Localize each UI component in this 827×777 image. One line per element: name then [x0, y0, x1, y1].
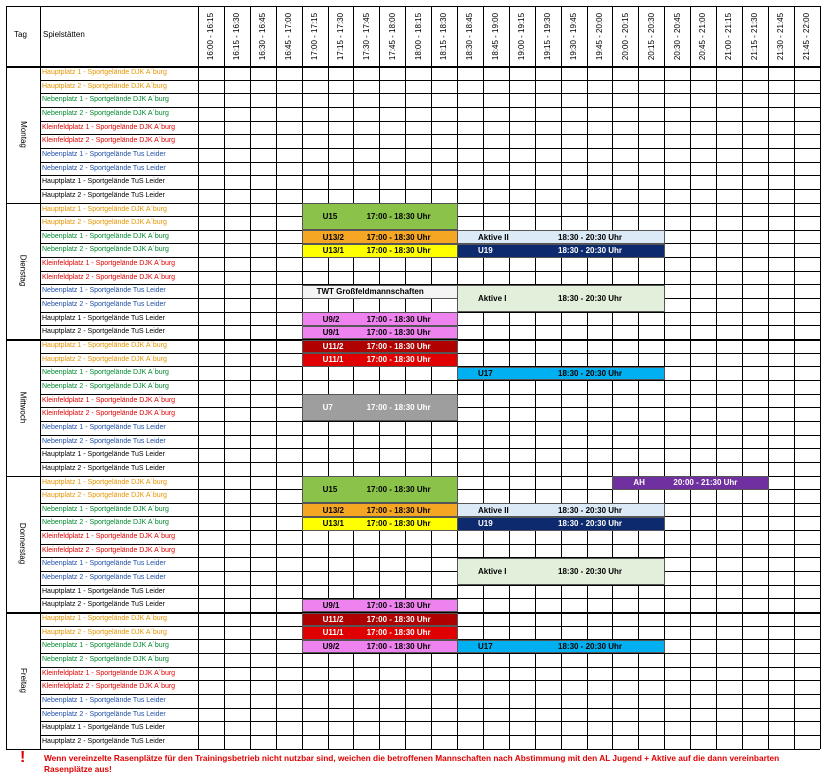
booking-block[interactable] [302, 244, 458, 258]
booking-block[interactable] [302, 517, 458, 531]
grid-line [224, 6, 225, 749]
grid-line [6, 6, 820, 7]
booking-time: 18:30 - 20:30 Uhr [558, 294, 623, 304]
venue-label: Hauptplatz 2 - Sportgelände DJK A´burg [42, 82, 167, 90]
booking-team: U11/2 [322, 614, 344, 624]
booking-block[interactable] [457, 558, 665, 585]
venue-label: Kleinfeldplatz 1 - Sportgelände DJK A´burg [42, 533, 176, 541]
booking-team: U9/2 [322, 314, 340, 324]
booking-team: U9/2 [322, 642, 340, 652]
venue-label: Nebenplatz 1 - Sportgelände Tus Leider [42, 696, 166, 704]
grid-line [40, 271, 820, 272]
grid-line [40, 162, 820, 163]
grid-line [40, 694, 820, 695]
day-cell-donnerstag [6, 476, 40, 613]
booking-time: 17:00 - 18:30 Uhr [366, 614, 431, 624]
venue-label: Nebenplatz 2 - Sportgelände DJK A´burg [42, 246, 169, 254]
day-label: Mittwoch [18, 391, 28, 424]
booking-time: 17:00 - 18:30 Uhr [366, 505, 431, 515]
booking-time: 17:00 - 18:30 Uhr [366, 601, 431, 611]
booking-block[interactable] [457, 517, 665, 531]
venue-label: Nebenplatz 1 - Sportgelände Tus Leider [42, 150, 166, 158]
grid-line [820, 6, 821, 749]
grid-line [742, 6, 743, 749]
venue-label: Kleinfeldplatz 2 - Sportgelände DJK A´burg [42, 273, 176, 281]
venue-label: Nebenplatz 2 - Sportgelände DJK A´burg [42, 109, 169, 117]
venue-label: Hauptplatz 1 - Sportgelände TuS Leider [42, 314, 165, 322]
booking-block[interactable] [302, 326, 458, 340]
booking-block[interactable] [302, 599, 458, 613]
venue-label: Nebenplatz 1 - Sportgelände DJK A´burg [42, 96, 169, 104]
venue-label: Nebenplatz 1 - Sportgelände Tus Leider [42, 423, 166, 431]
grid-line [40, 189, 820, 190]
time-slot-label: 16:45 - 17:00 [284, 12, 294, 60]
time-slot-header [535, 6, 561, 66]
booking-block[interactable] [457, 640, 665, 654]
venue-label: Hauptplatz 2 - Sportgelände TuS Leider [42, 328, 165, 336]
day-cell-mittwoch [6, 339, 40, 476]
venue-label: Kleinfeldplatz 1 - Sportgelände DJK A´burg [42, 260, 176, 268]
time-slot-label: 18:00 - 18:15 [413, 12, 423, 60]
booking-block[interactable] [302, 394, 458, 421]
time-slot-label: 21:15 - 21:30 [750, 12, 760, 60]
day-label: Dienstag [18, 254, 28, 287]
time-slot-label: 20:15 - 20:30 [646, 12, 656, 60]
venue-label: Nebenplatz 2 - Sportgelände Tus Leider [42, 301, 166, 309]
booking-time: 17:00 - 18:30 Uhr [366, 628, 431, 638]
booking-block[interactable] [457, 285, 665, 312]
day-label: Freitag [18, 667, 28, 693]
booking-team: U15 [322, 212, 338, 222]
booking-team: U9/1 [322, 601, 340, 611]
time-slot-label: 21:30 - 21:45 [776, 12, 786, 60]
booking-block[interactable] [302, 203, 458, 230]
venue-label: Hauptplatz 1 - Sportgelände DJK A´burg [42, 615, 167, 622]
booking-team: U19 [478, 519, 493, 529]
grid-line [40, 544, 820, 545]
venue-label: Hauptplatz 1 - Sportgelände DJK A´burg [42, 69, 167, 76]
day-cell-freitag [6, 612, 40, 749]
grid-line [40, 80, 820, 81]
booking-block[interactable] [302, 285, 458, 299]
time-slot-label: 17:15 - 17:30 [335, 12, 345, 60]
venue-label: Hauptplatz 2 - Sportgelände TuS Leider [42, 737, 165, 745]
venue-label: Hauptplatz 2 - Sportgelände DJK A´burg [42, 219, 167, 227]
time-slot-label: 16:30 - 16:45 [258, 12, 268, 60]
time-slot-label: 19:30 - 19:45 [569, 12, 579, 60]
grid-line [40, 448, 820, 449]
time-slot-label: 17:30 - 17:45 [361, 12, 371, 60]
venue-label: Hauptplatz 1 - Sportgelände DJK A´burg [42, 478, 167, 486]
venue-label: Nebenplatz 2 - Sportgelände Tus Leider [42, 437, 166, 445]
booking-team: U17 [478, 642, 493, 652]
booking-team: U11/1 [322, 355, 344, 365]
grid-line [40, 667, 820, 668]
booking-time: 18:30 - 20:30 Uhr [558, 246, 623, 256]
day-label: Donnerstag [18, 523, 28, 565]
booking-team: Aktive I [478, 567, 507, 577]
day-cell-montag [6, 66, 40, 203]
time-slot-header [302, 6, 328, 66]
booking-time: 18:30 - 20:30 Uhr [558, 519, 623, 529]
grid-line [40, 557, 820, 558]
grid-line [40, 435, 820, 436]
time-slot-header [328, 6, 354, 66]
booking-team: U11/2 [322, 341, 344, 351]
booking-block[interactable] [302, 312, 458, 326]
booking-team: Aktive I [478, 294, 507, 304]
time-slot-label: 20:30 - 20:45 [672, 12, 682, 60]
booking-block[interactable] [457, 230, 665, 244]
booking-time: 17:00 - 18:30 Uhr [366, 212, 431, 222]
booking-team: Aktive II [478, 232, 509, 242]
booking-team: U13/1 [322, 246, 344, 256]
booking-team: U13/1 [322, 519, 344, 529]
booking-time: 17:00 - 18:30 Uhr [366, 246, 431, 256]
booking-time: 18:30 - 20:30 Uhr [558, 369, 623, 379]
time-slot-header [742, 6, 768, 66]
booking-block[interactable] [612, 476, 768, 490]
venue-label: Kleinfeldplatz 2 - Sportgelände DJK A´burg [42, 683, 176, 691]
day-label: Montag [18, 120, 28, 148]
venue-label: Nebenplatz 1 - Sportgelände DJK A´burg [42, 232, 169, 240]
grid-line [40, 121, 820, 122]
venue-label: Kleinfeldplatz 2 - Sportgelände DJK A´burg [42, 137, 176, 145]
time-slot-header [587, 6, 613, 66]
time-slot-label: 18:45 - 19:00 [491, 12, 501, 60]
venue-label: Hauptplatz 2 - Sportgelände DJK A´burg [42, 492, 167, 500]
booking-block[interactable] [457, 244, 665, 258]
time-slot-header [794, 6, 820, 66]
grid-line [40, 721, 820, 722]
booking-team: U11/1 [322, 628, 344, 638]
time-slot-label: 16:00 - 16:15 [206, 12, 216, 60]
time-slot-header [716, 6, 742, 66]
venue-label: Nebenplatz 2 - Sportgelände Tus Leider [42, 574, 166, 582]
time-slot-label: 19:00 - 19:15 [517, 12, 527, 60]
venue-label: Hauptplatz 1 - Sportgelände TuS Leider [42, 587, 165, 595]
time-slot-label: 20:00 - 20:15 [620, 12, 630, 60]
time-slot-label: 21:45 - 22:00 [802, 12, 812, 60]
grid-line [40, 134, 820, 135]
grid-line [768, 6, 769, 749]
header-spielstaetten: Spielstätten [43, 30, 85, 39]
booking-team: U13/2 [322, 505, 344, 515]
venue-label: Nebenplatz 2 - Sportgelände Tus Leider [42, 164, 166, 172]
time-slot-header [664, 6, 690, 66]
exclamation-icon: ! [20, 749, 26, 766]
time-slot-header [690, 6, 716, 66]
booking-block[interactable] [302, 613, 458, 627]
grid-line [40, 6, 41, 749]
booking-block[interactable] [302, 626, 458, 640]
booking-block[interactable] [302, 503, 458, 517]
header-tag: Tag [14, 30, 27, 39]
grid-line [40, 107, 820, 108]
venue-label: Nebenplatz 2 - Sportgelände Tus Leider [42, 710, 166, 718]
grid-line [40, 462, 820, 463]
booking-block[interactable] [457, 503, 665, 517]
grid-line [40, 708, 820, 709]
venue-label: Nebenplatz 2 - Sportgelände DJK A´burg [42, 655, 169, 663]
time-slot-header [431, 6, 457, 66]
time-slot-header [638, 6, 664, 66]
venue-label: Nebenplatz 1 - Sportgelände DJK A´burg [42, 505, 169, 513]
booking-team: Aktive II [478, 505, 509, 515]
venue-label: Hauptplatz 2 - Sportgelände TuS Leider [42, 464, 165, 472]
time-slot-header [250, 6, 276, 66]
venue-label: Nebenplatz 2 - Sportgelände DJK A´burg [42, 519, 169, 527]
time-slot-header [353, 6, 379, 66]
time-slot-header [483, 6, 509, 66]
time-slot-header [509, 6, 535, 66]
time-slot-label: 21:00 - 21:15 [724, 12, 734, 60]
venue-label: Hauptplatz 2 - Sportgelände TuS Leider [42, 191, 165, 199]
time-slot-label: 17:45 - 18:00 [387, 12, 397, 60]
time-slot-header [379, 6, 405, 66]
venue-label: Hauptplatz 1 - Sportgelände TuS Leider [42, 178, 165, 186]
grid-line [40, 380, 820, 381]
time-slot-header [612, 6, 638, 66]
grid-line [40, 735, 820, 736]
booking-time: 17:00 - 18:30 Uhr [366, 642, 431, 652]
venue-label: Kleinfeldplatz 1 - Sportgelände DJK A´burg [42, 669, 176, 677]
booking-time: 17:00 - 18:30 Uhr [366, 232, 431, 242]
booking-block[interactable] [302, 476, 458, 503]
grid-line [716, 6, 717, 749]
booking-team: U9/1 [322, 328, 340, 338]
time-slot-header [457, 6, 483, 66]
grid-line [276, 6, 277, 749]
grid-line [690, 6, 691, 749]
grid-line [40, 93, 820, 94]
grid-line [6, 66, 820, 68]
venue-label: Hauptplatz 1 - Sportgelände DJK A´burg [42, 205, 167, 213]
grid-line [40, 175, 820, 176]
booking-team: U13/2 [322, 232, 344, 242]
booking-time: 18:30 - 20:30 Uhr [558, 505, 623, 515]
grid-line [198, 6, 199, 749]
time-slot-header [405, 6, 431, 66]
venue-label: Hauptplatz 2 - Sportgelände TuS Leider [42, 601, 165, 609]
time-slot-label: 18:15 - 18:30 [439, 12, 449, 60]
time-slot-header [224, 6, 250, 66]
grid-line [40, 680, 820, 681]
booking-time: 20:00 - 21:30 Uhr [673, 478, 738, 488]
venue-label: Nebenplatz 1 - Sportgelände DJK A´burg [42, 369, 169, 377]
time-slot-label: 19:15 - 19:30 [543, 12, 553, 60]
booking-time: 17:00 - 18:30 Uhr [366, 341, 431, 351]
time-slot-header [768, 6, 794, 66]
booking-block[interactable] [302, 640, 458, 654]
booking-time: 17:00 - 18:30 Uhr [366, 314, 431, 324]
booking-time: 17:00 - 18:30 Uhr [366, 485, 431, 495]
venue-label: Kleinfeldplatz 2 - Sportgelände DJK A´burg [42, 546, 176, 554]
time-slot-label: 19:45 - 20:00 [594, 12, 604, 60]
booking-block[interactable] [302, 340, 458, 354]
booking-team: U17 [478, 369, 493, 379]
grid-line [250, 6, 251, 749]
time-slot-header [276, 6, 302, 66]
time-slot-header [561, 6, 587, 66]
booking-team: TWT Großfeldmannschaften [316, 287, 424, 297]
footer-note: Wenn vereinzelte Rasenplätze für den Trainingsbetrieb nicht nutzbar sind, weichen die betroffenen Mannschaften nach Abstimmung mit den AL Jugend + Aktive auf die dann vereinbarten Rasenplätze aus! [44, 753, 780, 774]
venue-label: Kleinfeldplatz 1 - Sportgelände DJK A´burg [42, 123, 176, 131]
booking-block[interactable] [302, 353, 458, 367]
booking-time: 17:00 - 18:30 Uhr [366, 355, 431, 365]
time-slot-label: 20:45 - 21:00 [698, 12, 708, 60]
time-slot-label: 16:15 - 16:30 [232, 12, 242, 60]
time-slot-header [198, 6, 224, 66]
venue-label: Hauptplatz 1 - Sportgelände TuS Leider [42, 451, 165, 459]
venue-label: Nebenplatz 1 - Sportgelände DJK A´burg [42, 642, 169, 650]
booking-team: AH [633, 478, 645, 488]
booking-time: 18:30 - 20:30 Uhr [558, 232, 623, 242]
booking-team: U7 [322, 403, 333, 413]
venue-label: Kleinfeldplatz 2 - Sportgelände DJK A´burg [42, 410, 176, 418]
booking-time: 18:30 - 20:30 Uhr [558, 642, 623, 652]
booking-time: 17:00 - 18:30 Uhr [366, 519, 431, 529]
venue-label: Nebenplatz 1 - Sportgelände Tus Leider [42, 287, 166, 295]
time-slot-label: 18:30 - 18:45 [465, 12, 475, 60]
booking-time: 17:00 - 18:30 Uhr [366, 403, 431, 413]
grid-line [40, 148, 820, 149]
booking-team: U19 [478, 246, 493, 256]
booking-time: 18:30 - 20:30 Uhr [558, 567, 623, 577]
day-cell-dienstag [6, 203, 40, 340]
booking-team: U15 [322, 485, 338, 495]
booking-time: 17:00 - 18:30 Uhr [366, 328, 431, 338]
grid-line [794, 6, 795, 749]
booking-block[interactable] [457, 367, 665, 381]
venue-label: Hauptplatz 1 - Sportgelände TuS Leider [42, 724, 165, 732]
venue-label: Hauptplatz 2 - Sportgelände DJK A´burg [42, 355, 167, 363]
time-slot-label: 17:00 - 17:15 [310, 12, 320, 60]
venue-label: Kleinfeldplatz 1 - Sportgelände DJK A´burg [42, 396, 176, 404]
grid-line [6, 749, 820, 751]
grid-line [6, 6, 7, 749]
venue-label: Hauptplatz 2 - Sportgelände DJK A´burg [42, 628, 167, 636]
booking-block[interactable] [302, 230, 458, 244]
venue-label: Nebenplatz 2 - Sportgelände DJK A´burg [42, 382, 169, 390]
venue-label: Nebenplatz 1 - Sportgelände Tus Leider [42, 560, 166, 568]
venue-label: Hauptplatz 1 - Sportgelände DJK A´burg [42, 342, 167, 349]
grid-line [40, 585, 820, 586]
grid-line [40, 571, 820, 572]
